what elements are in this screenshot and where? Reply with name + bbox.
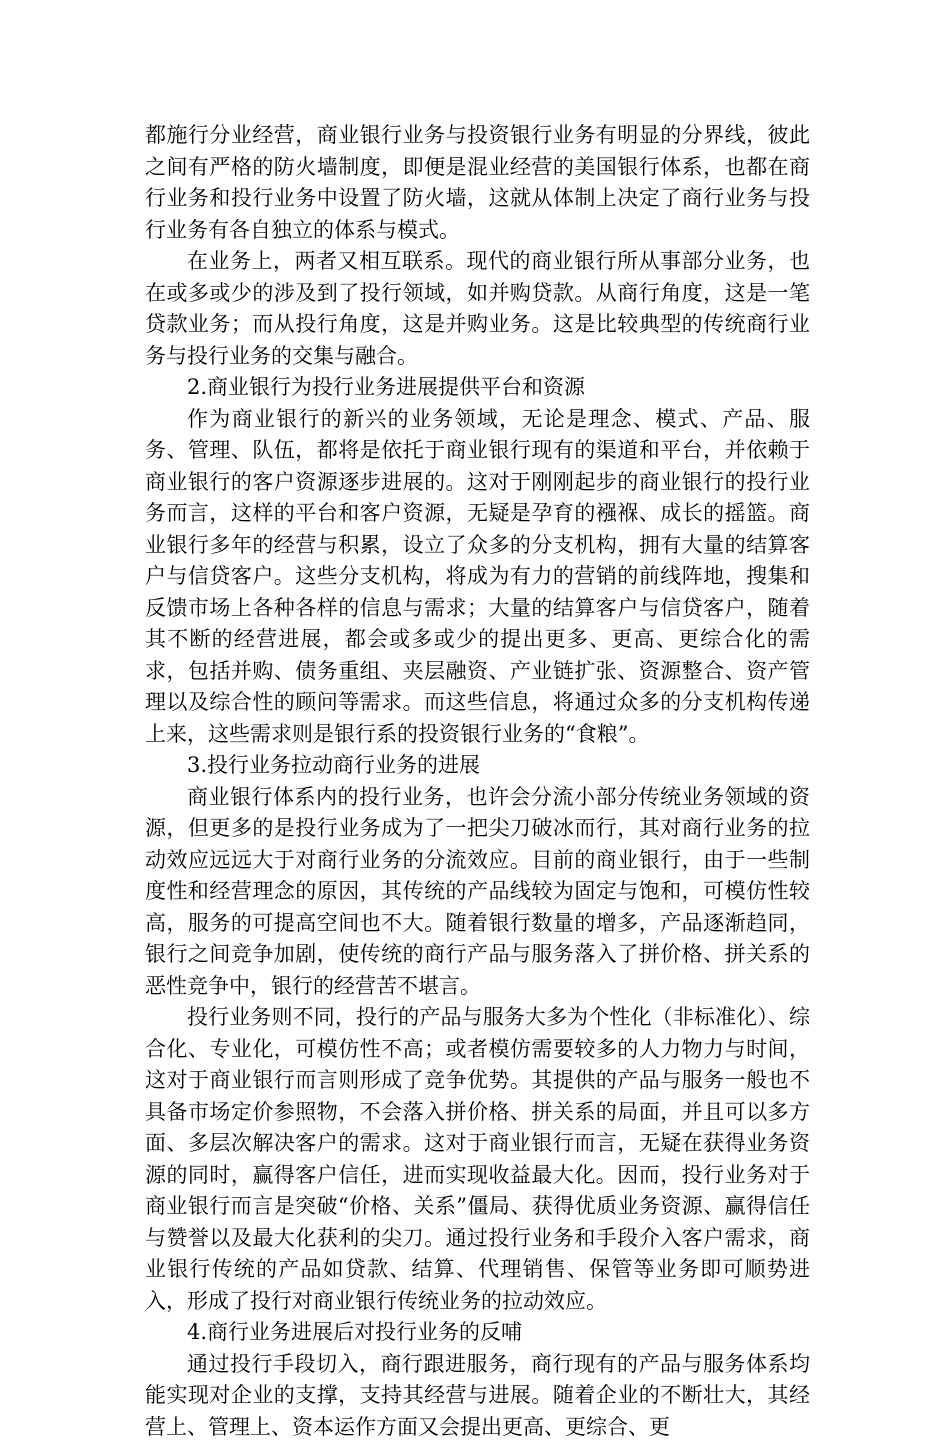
section-heading-4: 4.商行业务进展后对投行业务的反哺 — [145, 1317, 810, 1349]
paragraph-commercial-feedback: 通过投行手段切入，商行跟进服务，商行现有的产品与服务体系均能实现对企业的支撑，支持其经营与进展。随着企业的不断壮大，其经营上、管理上、资本运作方面又会提出更高、更综合、更 — [145, 1349, 810, 1443]
document-page — [145, 120, 810, 1443]
section-heading-2: 2.商业银行为投行业务进展提供平台和资源 — [145, 372, 810, 404]
paragraph-investment-banking-advantage: 投行业务则不同，投行的产品与服务大多为个性化（非标准化）、综合化、专业化，可模仿性不高；或者模仿需要较多的人力物力与时间，这对于商业银行而言则形成了竞争优势。其提供的产品与服务一般也不具备市场定价参照物，不会落入拼价格、拼关系的局面，并且可以多方面、多层次解决客户的需求。这对于商业银行而言，无疑在获得业务资源的同时，赢得客户信任，进而实现收益最大化。因而，投行业务对于商业银行而言是突破“价格、关系”僵局、获得优质业务资源、赢得信任与赞誉以及最大化获利的尖刀。通过投行业务和手段介入客户需求，商业银行传统的产品如贷款、结算、代理销售、保管等业务即可顺势进入，形成了投行对商业银行传统业务的拉动效应。 — [145, 1002, 810, 1317]
paragraph-firewall-separation: 都施行分业经营，商业银行业务与投资银行业务有明显的分界线，彼此之间有严格的防火墙制度，即便是混业经营的美国银行体系，也都在商行业务和投行业务中设置了防火墙，这就从体制上决定了商行业务与投行业务有各自独立的体系与模式。 — [145, 120, 810, 246]
paragraph-investment-banking-pull: 商业银行体系内的投行业务，也许会分流小部分传统业务领域的资源，但更多的是投行业务成为了一把尖刀破冰而行，其对商行业务的拉动效应远远大于对商行业务的分流效应。目前的商业银行，由于一些制度性和经营理念的原因，其传统的产品线较为固定与饱和，可模仿性较高，服务的可提高空间也不大。随着银行数量的增多，产品逐渐趋同，银行之间竞争加剧，使传统的商行产品与服务落入了拼价格、拼关系的恶性竞争中，银行的经营苦不堪言。 — [145, 782, 810, 1003]
section-heading-3: 3.投行业务拉动商行业务的进展 — [145, 750, 810, 782]
paragraph-platform-resources: 作为商业银行的新兴的业务领域，无论是理念、模式、产品、服务、管理、队伍，都将是依托于商业银行现有的渠道和平台，并依赖于商业银行的客户资源逐步进展的。这对于刚刚起步的商业银行的投行业务而言，这样的平台和客户资源，无疑是孕育的襁褓、成长的摇篮。商业银行多年的经营与积累，设立了众多的分支机构，拥有大量的结算客户与信贷客户。这些分支机构，将成为有力的营销的前线阵地，搜集和反馈市场上各种各样的信息与需求；大量的结算客户与信贷客户，随着其不断的经营进展，都会或多或少的提出更多、更高、更综合化的需求，包括并购、债务重组、夹层融资、产业链扩张、资源整合、资产管理以及综合性的顾问等需求。而这些信息，将通过众多的分支机构传递上来，这些需求则是银行系的投资银行业务的“食粮”。 — [145, 404, 810, 751]
paragraph-business-connection: 在业务上，两者又相互联系。现代的商业银行所从事部分业务，也在或多或少的涉及到了投行领域，如并购贷款。从商行角度，这是一笔贷款业务；而从投行角度，这是并购业务。这是比较典型的传统商行业务与投行业务的交集与融合。 — [145, 246, 810, 372]
